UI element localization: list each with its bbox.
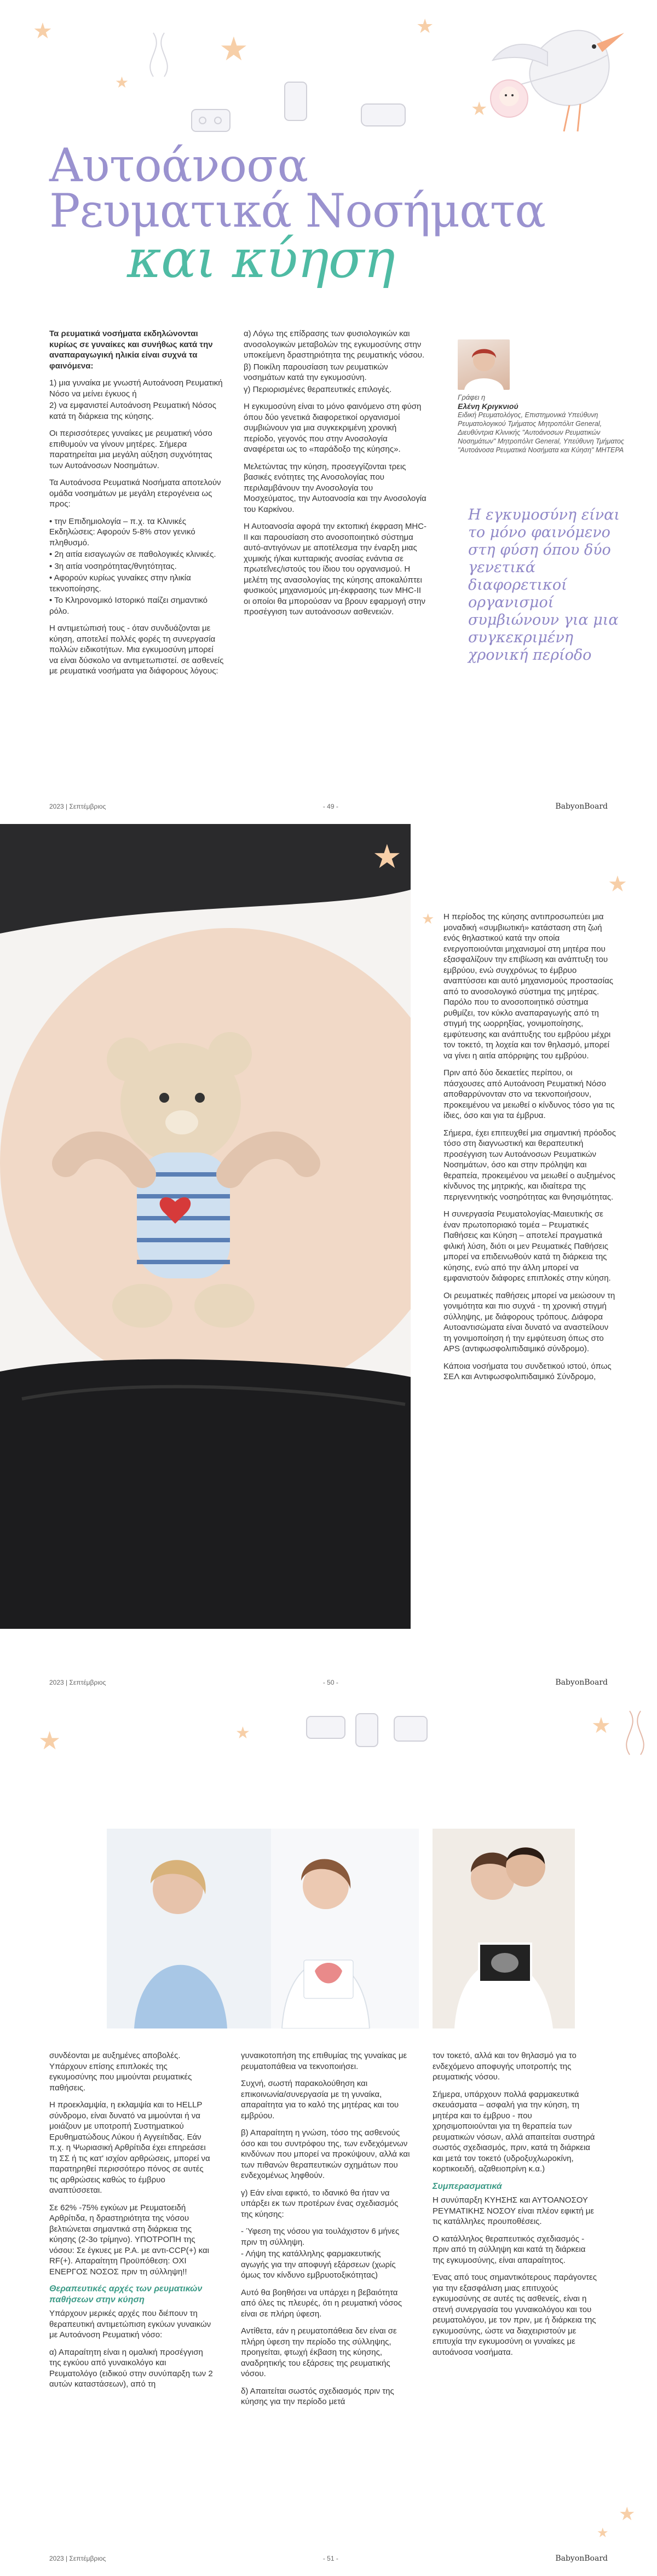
paragraph: Η περίοδος της κύησης αντιπροσωπεύει μια μοναδική «συμβιωτική» κατάσταση στη ζωή ενός θηλαστικού κατά την οποία ενεργοποιούνται μηχανισμοί στη μητέρα που εξασφαλίζουν την επιβίωση και ανάπτυξη του εμβρύου, ενώ συγχρόνως το έμβρυο αναπτύσσει και αυτό μηχανισμούς προστασίας από το ανοσολογικό σύστημα της μητέρας. Παρόλο που το ανοσοποιητικό σύστημα ρυθμίζει, τον κύκλο αναπαραγωγής από τη στιγμή της ωορρηξίας, γονιμοποίησης, εμφύτευσης και ανάπτυξης του εμβρύου μέχρι τον τοκετό, τη λοχεία και τον θηλασμό, μπορεί να γίνει η αιτία απόρριψης του εμβρύου. <box>443 912 613 1061</box>
pill-icon <box>307 1714 427 1747</box>
paragraph: Αυτό θα βοηθήσει να υπάρχει η βεβαιότητα από όλες τις πλευρές, ότι η ρευματική νόσος είναι σε πλήρη ύφεση. <box>241 2287 402 2319</box>
star-icon: ★ <box>115 74 129 91</box>
lead-paragraph: Τα ρευματικά νοσήματα εκδηλώνονται κυρίως σε γυναίκες και συνήθως κατά την αναπαραγωγική ηλικία είναι συχνά τα φαινόμενα: <box>49 329 213 371</box>
list-item: 1) μια γυναίκα με γνωστή Αυτοάνοση Ρευματική Νόσο να μείνει έγκυος ή <box>49 378 223 399</box>
paragraph: Συχνή, σωστή παρακολούθηση και επικοινωνία/συνεργασία με τη γυναίκα, απαραίτητα για το καλό της μητέρας και του εμβρύου. <box>241 2079 399 2120</box>
title-line-3: και κύηση <box>127 228 395 290</box>
bullet-list <box>49 516 224 617</box>
dna-icon <box>626 1711 633 1755</box>
author-by: Γράφει η <box>458 393 486 401</box>
column-3 <box>443 912 616 1389</box>
page-number: - 51 - <box>322 2555 338 2562</box>
author-bio: Ειδική Ρευματολόγος, Επιστημονικά Υπεύθυνη Ρευματολογικού Τμήματος Μητροπόλιτ General, Διευθύντρια Κλινικής "Αυτοάνοσων Ρευματικών Νοσημάτων" Μητροπόλιτ General, Υπεύθυνη Τμήματος "Αυτοάνοσα Ρευματικά Νοσήματα και Κύηση" ΜΗΤΕΡΑ <box>458 411 625 454</box>
paragraph: Ο κατάλληλος θεραπευτικός σχεδιασμός - πριν από τη σύλληψη και κατά τη διάρκεια της εγκυμοσύνης, είναι απαραίτητος. <box>433 2234 586 2265</box>
paragraph: Αντίθετα, εάν η ρευματοπάθεια δεν είναι σε πλήρη ύφεση την περίοδο της σύλληψης, προηγείται, φτωχή έκβαση της κύησης, αναδρητικής του εξάρσεις της ρευματικής νόσου. <box>241 2326 397 2378</box>
page-number: - 49 - <box>322 803 338 810</box>
paragraph: Η συνύπαρξη ΚΥΗΣΗΣ και ΑΥΤΟΑΝΟΣΟΥ ΡΕΥΜΑΤΙΚΗΣ ΝΟΣΟΥ είναι πλέον εφικτή με τις κατάλληλες προυποθέσεις. <box>433 2195 595 2226</box>
paragraph: Οι περισσότερες γυναίκες με ρευματική νόσο επιθυμούν να γίνουν μητέρες. Σήμερα παρατηρείται μια μεγάλη αύξηση συχνότητας των Αυτοάνοσων Νοσημάτων. <box>49 429 212 470</box>
paragraph: Ένας από τους σημαντικότερους παράγοντες για την εξασφάλιση μιας επιτυχούς εγκυμοσύνης σε αυτές τις ασθενείς, είναι η στενή συνεργασία του γυναικολόγου και του ρευματολόγου, με τον πριν, με ή διάρκεια της εγκυμοσύνης, ώστε να διαχειριστούν με επιτυχία την εγκυμοσύνη οι γυναίκες με αυτοάνοσα νοσήματα. <box>433 2273 597 2357</box>
star-icon: ★ <box>416 15 434 37</box>
pill-icon <box>192 82 405 131</box>
paragraph: Σε 62% -75% εγκύων με Ρευματοειδή Αρθρίτιδα, η δραστηριότητα της νόσου βελτιώνεται σημαντικά στη διάρκεια της κύησης (2-3ο τρίμηνο). ΥΠΟΤΡΟΠΗ της νόσου: Σε έγκυες με Ρ.Α. με αντι-CCP(+) και RF(+). Απαραίτητη Προϋπόθεση: ΟΧΙ ΕΝΕΡΓΟΣ ΝΟΣΟΣ πριν τη σύλληψη!! <box>49 2203 210 2277</box>
couple-ultrasound-photo <box>433 1829 575 2028</box>
doctor-patient-photo <box>107 1829 419 2028</box>
paragraph: τον τοκετό, αλλά και τον θηλασμό για το ενδεχόμενο αποφυγής υποτροπής της ρευματικής νόσου. <box>433 2051 577 2082</box>
pregnancy-teddy-photo <box>0 824 411 1629</box>
page-51 <box>0 1700 657 2576</box>
list-item: • 2η αιτία εισαγωγών σε παθολογικές κλινικές. <box>49 550 216 559</box>
star-icon: ★ <box>471 99 488 119</box>
star-icon: ★ <box>38 1726 61 1755</box>
column-1 <box>49 2050 214 2396</box>
star-icon: ★ <box>372 838 402 875</box>
star-icon: ★ <box>219 31 249 67</box>
section-heading: Θεραπευτικές αρχές των ρευματικών παθήσεων στην κύηση <box>49 2284 203 2304</box>
paragraph: Η συνεργασία Ρευματολογίας-Μαιευτικής σε έναν πρωτοποριακό τομέα – Ρευματικές Παθήσεις και Κύηση – αποτελεί πραγματικά φιλική λύση, διότι οι μεν Ρευματικές Παθήσεις μπορεί να επιδεινωθούν κατά τη διάρκεια της κύησης, ενώ από την άλλη μπορεί να εμφανιστούν διάφορες επιπλοκές στην κύηση. <box>443 1209 611 1283</box>
footer <box>49 1678 608 1687</box>
header-illustration <box>0 0 657 142</box>
paragraph: β) Απαραίτητη η γνώση, τόσο της ασθενούς όσο και του συντρόφου της, των ενδεχόμενων κινδύνων που μπορεί να προκύψουν, αλλά και των πιθανών θεραπευτικών σχημάτων που ενδεχομένως ληφθούν. <box>241 2128 410 2180</box>
header-decorations <box>0 1700 657 1766</box>
star-icon: ★ <box>619 2504 636 2525</box>
list-item: - Ύφεση της νόσου για τουλάχιστον 6 μήνες πριν τη σύλληψη. <box>241 2227 400 2247</box>
title-line-1: Αυτοάνοσα <box>49 139 308 192</box>
footer-date: 2023 | Σεπτέμβριος <box>49 1679 106 1686</box>
list-item: 2) να εμφανιστεί Αυτοάνοση Ρευματική Νόσος κατά τη διάρκεια της κύησης. <box>49 401 216 421</box>
brand-logo: BabyonBoard <box>555 1678 608 1687</box>
list-item: • την Επιδημιολογία – π.χ. τα Κλινικές Εκδηλώσεις: Αφορούν 5-8% στον γενικό πληθυσμό. <box>49 516 195 548</box>
list-item: • Το Κληρονομικό Ιστορικό παίζει σημαντικό ρόλο. <box>49 596 208 616</box>
page-number: - 50 - <box>322 1679 338 1686</box>
dna-icon <box>150 33 157 77</box>
paragraph: Η Αυτοανοσία αφορά την εκτοπική έκφραση MHC-II και παρουσίαση στο ανοσοποιητικό σύστημα αυτό-αντιγόνων με αποτέλεσμα την έναρξη μιας χυμικής ή/και κυτταρικής ανοσίας ενάντια σε πρωτεΐνες/ιστούς του ίδιου του οργανισμού. Η μελέτη της ανασολογίας της κύησης αποκαλύπτει φυσικούς μηχανισμούς μη-έκφρασης των MHC-II οι οποίοι θα μπορούσαν να βρουν εφαρμογή στην προσέγγιση των αυτοάνοσων ασθενειών. <box>244 522 427 616</box>
star-icon: ★ <box>597 2526 609 2540</box>
star-icon: ★ <box>608 872 627 896</box>
footer-date: 2023 | Σεπτέμβριος <box>49 803 106 810</box>
paragraph: Κάποια νοσήματα του συνδετικού ιστού, όπως ΣΕΛ και Αντιφωσφολιπιδαιμικό Σύνδρομο, <box>443 1361 612 1381</box>
paragraph: γυναικοτοπήση της επιθυμίας της γυναίκας με ρευματοπάθεια να τεκνοποιήσει. <box>241 2051 407 2071</box>
star-icon: ★ <box>422 910 435 927</box>
baby-bundle <box>491 80 528 117</box>
page-50 <box>0 824 657 1700</box>
paragraph: Πριν από δύο δεκαετίες περίπου, οι πάσχουσες από Αυτοάνοση Ρευματική Νόσο αποθαρρύνονταν στο να τεκνοποιήσουν, προκειμένου να μειωθεί ο κίνδυνος τόσο για τις ίδιες, όσο και για τα έμβρυα. <box>443 1068 615 1120</box>
list-item: γ) Περιορισμένες θεραπευτικές επιλογές. <box>244 384 392 394</box>
list-item: • 3η αιτία νοσηρότητας/θνητότητας. <box>49 561 177 571</box>
paragraph: Η προεκλαμψία, η εκλαμψία και το HELLP σύνδρομο, είναι δυνατό να μιμούνται ή να μοιάζουν με υποτροπή Συστηματικού Ερυθηματώδους Λύκου ή Αγγειίτιδας. Εάν π.χ. η Ψωριασική Αρθρίτιδα έχει επηρεάσει τη ΣΣ ή τις κατ' ισχίον αρθρώσεις, μπορεί να παρατηρηθεί περισσότερο πόνος σε αυτές τις αρθρώσεις καθώς το έμβρυο αναπτύσσεται. <box>49 2100 210 2195</box>
footer <box>49 802 608 811</box>
reason-list <box>244 329 427 395</box>
paragraph: α) Απαραίτητη είναι η ομαλική προσέγγιση της εγκύου από γυναικολόγο και Ρευματολόγο (ειδικού στην συνύπαρξη των 2 αυτών καταστάσεων), από τη <box>49 2347 213 2389</box>
footer <box>49 2554 608 2563</box>
author-name: Ελένη Κριγκνιού <box>458 402 518 411</box>
paragraph: συνδέονται με αυξημένες αποβολές. Υπάρχουν επίσης επιπλοκές της εγκυμοσύνης που μιμούνται ρευματικές παθήσεις. <box>49 2051 192 2093</box>
star-icon: ★ <box>33 19 53 43</box>
paragraph: Μελετώντας την κύηση, προσεγγίζονται τρεις βασικές ενότητες της Ανοσολογίας που περιλαμβάνουν την Ανοσολογία του Μοσχεύματος, την Αυτοανοσία και την Ανοσολογία του Καρκίνου. <box>244 462 427 514</box>
star-icon: ★ <box>591 1714 611 1738</box>
column-1 <box>49 329 224 683</box>
bullet-list <box>241 2226 411 2281</box>
list-item: β) Ποικίλη παρουσίαση των ρευματικών νοσημάτων κατά την εγκυμοσύνη. <box>244 362 388 382</box>
brand-logo: BabyonBoard <box>555 2554 608 2563</box>
title-line-2: Ρευματικά Νοσήματα <box>49 184 545 238</box>
paragraph: Η αντιμετώπισή τους - όταν συνδυάζονται με κύηση, αποτελεί πολλές φορές τη συνεργασία πολλών ειδικοτήτων. Μια εγκυμοσύνη μπορεί να είναι δύσκολο να αντιμετωπιστεί. σε ασθενείς με ρευματικά νοσήματα για διάφορους λόγους: <box>49 624 224 676</box>
condition-list <box>49 378 224 422</box>
section-heading: Συμπερασματικά <box>433 2181 502 2191</box>
author-photo <box>458 339 510 390</box>
page-49 <box>0 0 657 824</box>
brand-logo: BabyonBoard <box>555 802 608 811</box>
star-icon: ★ <box>235 1724 250 1742</box>
column-2 <box>241 2050 411 2414</box>
list-item: α) Λόγω της επίδρασης των φυσιολογικών και ανοσολογικών μεταβολών της εγκυμοσύνης στην υποκείμενη δραστηριότητα της ρευματικής νόσου. <box>244 329 425 360</box>
author-avatar-icon <box>458 339 510 390</box>
paragraph: Οι ρευματικές παθήσεις μπορεί να μειώσουν τη γονιμότητα και πιο συχνά - τη χρονική στιγμή σύλληψης, με διάφορους τρόπους. Διάφορα Αυτοαντισώματα είναι δυνατό να αναστείλουν τη γονιμοποίηση ή την εμφύτευση όπως στο APS (αντιφωσφολιπιδαιμικό σύνδρομο). <box>443 1290 615 1353</box>
paragraph: γ) Εάν είναι εφικτό, το ιδανικό θα ήταν να υπάρξει εκ των προτέρων ένας σχεδιασμός της κύησης: <box>241 2188 399 2219</box>
pull-quote: Η εγκυμοσύνη είναι το μόνο φαινόμενο στη φύση όπου δύο γενετικά διαφορετικοί οργανισμοί συμβιώνουν για μια συγκεκριμένη χρονική περίοδο <box>468 506 620 664</box>
column-2 <box>244 329 427 624</box>
paragraph: δ) Απαιτείται σωστός σχεδιασμός πριν της κύησης για την περίοδο μετά <box>241 2386 394 2406</box>
list-item: - Λήψη της κατάλληλης φαρμακευτικής αγωγής για την αποφυγή εξάρσεων (χωρίς όμως τον κίνδυνο εμβρυοτοξικότητας) <box>241 2249 396 2280</box>
author-block <box>458 393 633 454</box>
list-item: • Αφορούν κυρίως γυναίκες στην ηλικία τεκνοποίησης. <box>49 573 191 593</box>
paragraph: Σήμερα, υπάρχουν πολλά φαρμακευτικά σκευάσματα – ασφαλή για την κύηση, τη μητέρα και το έμβρυο - που χρησιμοποιούνται για τη θεραπεία των ρευματικών νόσων, αλλά απαιτείται συστηρά σωστός σχεδιασμός, πριν, κατά τη διάρκεια και μετά τον τοκετό (υδροξυχλωροκίνη, κορτικοειδή, αζαθειοπρίνη κ.α.) <box>433 2089 595 2174</box>
column-3 <box>433 2050 597 2364</box>
paragraph: Τα Αυτοάνοσα Ρευματικά Νοσήματα αποτελούν ομάδα νοσημάτων με μεγάλη ετερογένεια ως προς: <box>49 478 221 509</box>
paragraph: Η εγκυμοσύνη είναι το μόνο φαινόμενο στη φύση όπου δύο γενετικά διαφορετικοί οργανισμοί συμβιώνουν για μια συγκεκριμένη χρονική περίοδο, γεγονός που στην Ανοσολογία αναφέρεται ως το «παράδοξο της κύησης». <box>244 402 422 454</box>
footer-date: 2023 | Σεπτέμβριος <box>49 2555 106 2562</box>
paragraph: Υπάρχουν μερικές αρχές που διέπουν τη θεραπευτική αντιμετώπιση εγκύων γυναικών με Αυτοάνοση Ρευματική νόσο: <box>49 2309 211 2339</box>
paragraph: Σήμερα, έχει επιτευχθεί μια σημαντική πρόοδος τόσο στη διαγνωστική και θεραπευτική προσέγγιση των Αυτοάνοσων Ρευματικών Νοσημάτων, όσο και στην πρόληψη και θεραπεία, προκειμένου να μειωθεί ο αυξημένος κίνδυνος της μητρικής, και ιδιαίτερα της περιγεννητικής νοσηρότητας και θνησιμότητας. <box>443 1128 616 1202</box>
